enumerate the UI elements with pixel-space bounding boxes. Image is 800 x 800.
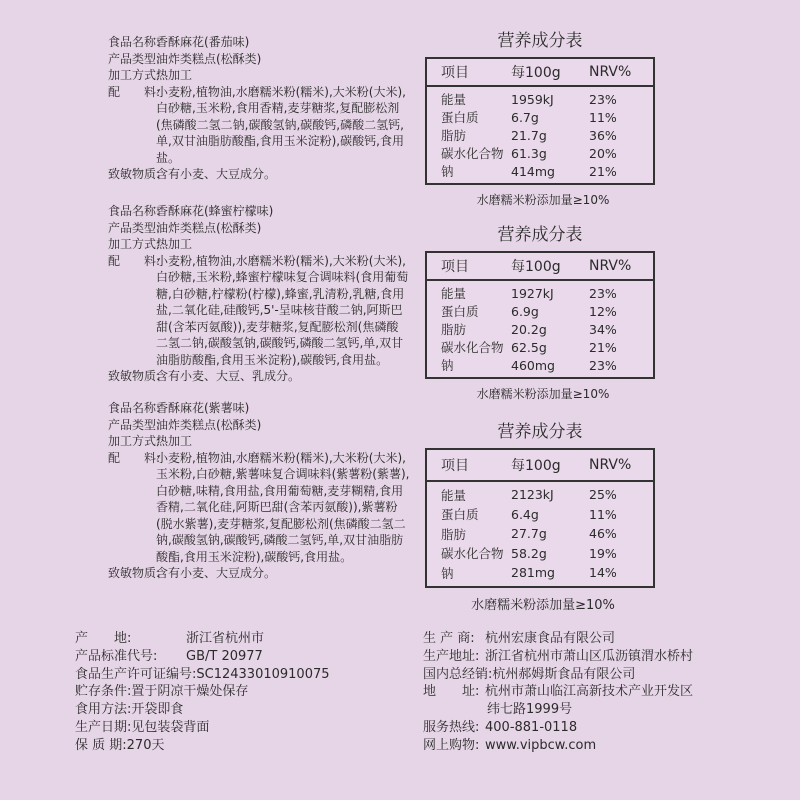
process-label: 加工方式: [108,68,161,82]
standard-row [75,648,330,666]
header-item: 项目 [441,458,469,474]
table-row [427,563,653,583]
nutrient-amount: 460mg [511,357,555,373]
production-date-row [75,719,330,737]
table-row [427,485,653,505]
header-per100g: 每100g [511,259,561,275]
nutrient-amount: 61.3g [511,145,547,161]
nutrient-amount: 6.9g [511,303,539,319]
allergen-row [108,565,410,582]
nutrient-nrv: 11% [589,506,617,522]
product-type-label: 产品类型: [108,51,161,66]
nutrient-amount: 20.2g [511,321,547,337]
ingredients-label: 配 料: [108,253,161,268]
nutrient-amount: 6.7g [511,109,539,125]
product-type: 油炸类糕点(松酥类) [156,417,262,432]
product-name: 香酥麻花(番茄味) [156,35,250,49]
ingredients-row [108,253,410,369]
nutrition-table-3 [425,417,655,613]
nutrition-table-1 [425,26,655,208]
shelf-life-value: 270天 [126,737,165,753]
nutrient-name: 蛋白质 [441,507,479,523]
product-name-row [108,34,410,51]
ingredients-label: 配 料: [108,450,161,465]
product-type-label: 产品类型: [108,220,161,235]
product-name: 香酥麻花(蜂蜜柠檬味) [156,204,274,218]
online-link[interactable]: www.vipbcw.com [485,737,597,753]
nutrition-note: 水磨糯米粉添加量≥10% [471,597,615,613]
nutrition-table-2 [425,220,655,402]
shelf-life-row [75,737,330,755]
nutrition-title: 营养成分表 [497,225,583,245]
product-type-row [108,51,410,68]
product-name-label: 食品名称: [108,401,161,415]
nutrient-amount: 281mg [511,565,555,581]
process-row [108,67,410,84]
distributor-value: 杭州郝姆斯食品有限公司 [492,666,636,682]
dist-address-line1: 杭州市萧山临江高新技术产业开发区 [485,684,694,700]
product-name-label: 食品名称: [108,35,161,49]
product-block-3 [108,400,410,582]
header-nrv: NRV% [589,258,632,274]
header-item: 项目 [441,65,469,81]
dist-address-label: 地 址: [423,684,480,700]
distributor-label: 国内总经销: [423,666,493,682]
table-row [427,338,653,356]
nutrient-name: 蛋白质 [441,110,479,125]
process-row [108,236,410,253]
product-type-row [108,220,410,237]
table-row [427,90,653,108]
nutrition-header [427,253,653,281]
process: 热加工 [156,434,193,448]
nutrient-name: 钠 [441,164,454,179]
product-block-1 [108,34,410,183]
table-row [427,320,653,338]
nutrient-nrv: 12% [589,303,617,319]
nutrient-name: 钠 [441,565,454,581]
hotline-label: 服务热线: [423,719,480,735]
storage-row [75,683,330,701]
origin-row [75,630,330,648]
allergen: 含有小麦、大豆成分。 [156,566,277,580]
product-info-left [75,630,330,755]
table-row [427,544,653,564]
product-name: 香酥麻花(紫薯味) [156,401,250,415]
nutrient-amount: 58.2g [511,545,547,561]
product-block-2 [108,203,410,385]
nutrient-amount: 1927kJ [511,285,554,301]
header-nrv: NRV% [589,457,632,473]
license-row [75,666,330,684]
dist-address-row [423,683,693,701]
hotline-row [423,719,693,737]
nutrient-nrv: 20% [589,145,617,161]
nutrition-header [427,450,653,482]
nutrient-amount: 21.7g [511,127,547,143]
nutrition-note: 水磨糯米粉添加量≥10% [476,387,610,401]
nutrient-amount: 62.5g [511,339,547,355]
dist-address-line2: 纬七路1999号 [487,702,573,718]
manufacturer-info [423,630,693,755]
usage-row [75,701,330,719]
nutrient-name: 碳水化合物 [441,146,504,161]
table-row [427,144,653,162]
nutrient-nrv: 34% [589,321,617,337]
process-label: 加工方式: [108,434,161,448]
nutrient-nrv: 23% [589,285,617,301]
table-row [427,505,653,525]
product-type-label: 产品类型: [108,417,161,432]
ingredients: 小麦粉,植物油,水磨糯米粉(糯米),大米粉(大米),白砂糖,玉米粉,蜂蜜柠檬味复合调味料(食用葡萄糖,白砂糖,柠檬粉(柠檬),蜂蜜,乳清粉,乳糖,食用盐,二氧化硅,硅酸钙,5'-呈味核苷酸二钠,阿斯巴甜(含苯丙氨酸)),麦芽糖浆,复配膨松剂(焦磷酸二氢二钠,碳酸氢钠,碳酸钙,磷酸二氢钙,单,双甘油脂肪酸酯,食用玉米淀粉),碳酸钙,食用盐。 [156,253,409,367]
nutrition-header [427,59,653,87]
nutrient-nrv: 11% [589,109,617,125]
nutrition-box [425,57,655,185]
table-row [427,108,653,126]
nutrition-title: 营养成分表 [497,422,583,442]
header-per100g: 每100g [511,65,561,81]
product-name-row [108,400,410,417]
ingredients-row [108,84,410,167]
allergen-row [108,368,410,385]
nutrient-nrv: 36% [589,127,617,143]
header-nrv: NRV% [589,64,632,80]
online-label: 网上购物: [423,737,480,753]
header-item: 项目 [441,259,469,275]
product-type-row [108,417,410,434]
nutrient-amount: 6.4g [511,506,539,522]
storage-label: 贮存条件: [75,684,132,700]
allergen-row [108,166,410,183]
dist-address-row-2 [423,701,693,719]
allergen: 含有小麦、大豆成分。 [156,167,277,181]
product-name-row [108,203,410,220]
ingredients: 小麦粉,植物油,水磨糯米粉(糯米),大米粉(大米),白砂糖,玉米粉,食用香精,麦芽糖浆,复配膨松剂(焦磷酸二氢二钠,碳酸氢钠,碳酸钙,磷酸二氢钙,单,双甘油脂肪酸酯,食用玉米淀粉),碳酸钙,食用盐。 [156,84,406,165]
usage-label: 食用方法: [75,702,132,718]
distributor-row [423,666,693,684]
allergen: 含有小麦、大豆、乳成分。 [156,369,301,383]
table-row [427,356,653,374]
nutrient-nrv: 21% [589,339,617,355]
online-row [423,737,693,755]
nutrient-name: 碳水化合物 [441,340,504,355]
nutrient-name: 能量 [441,487,467,503]
nutrient-nrv: 23% [589,357,617,373]
production-date-value: 见包装袋背面 [131,719,210,735]
product-type: 油炸类糕点(松酥类) [156,51,262,66]
hotline-value: 400-881-0118 [485,719,578,735]
shelf-life-label: 保 质 期: [75,737,127,753]
allergen-label: 致敏物质: [108,167,161,181]
nutrient-name: 脂肪 [441,322,467,337]
nutrient-name: 能量 [441,286,467,301]
nutrition-box [425,448,655,588]
standard-label: 产品标准代号: [75,648,158,664]
table-row [427,284,653,302]
nutrient-amount: 2123kJ [511,487,554,503]
process: 热加工 [156,68,193,82]
nutrient-name: 蛋白质 [441,304,479,319]
producer-label: 生 产 商: [423,631,475,646]
nutrient-name: 钠 [441,358,454,373]
table-row [427,162,653,180]
nutrient-name: 脂肪 [441,128,467,143]
nutrient-nrv: 14% [589,565,617,581]
table-row [427,524,653,544]
standard-value: GB/T 20977 [186,648,263,664]
allergen-label: 致敏物质: [108,566,161,580]
address-value: 浙江省杭州市萧山区瓜沥镇渭水桥村 [485,648,694,664]
license-value: SC12433010910075 [196,666,330,682]
table-row [427,126,653,144]
table-row [427,302,653,320]
nutrient-nrv: 25% [589,487,617,503]
product-name-label: 食品名称: [108,204,161,218]
nutrient-amount: 414mg [511,163,555,179]
address-row [423,648,693,666]
producer-value: 杭州宏康食品有限公司 [485,631,616,646]
nutrient-nrv: 46% [589,526,617,542]
nutrient-name: 碳水化合物 [441,546,504,562]
process-label: 加工方式: [108,237,161,251]
nutrient-nrv: 23% [589,91,617,107]
origin-value: 浙江省杭州市 [186,631,265,646]
ingredients-label: 配 料: [108,84,161,99]
nutrient-name: 脂肪 [441,526,467,542]
storage-value: 置于阴凉干燥处保存 [131,684,249,700]
address-label: 生产地址: [423,648,480,664]
nutrient-name: 能量 [441,92,467,107]
license-label: 食品生产许可证编号: [75,666,197,682]
nutrition-box [425,251,655,379]
ingredients-row [108,450,410,566]
ingredients: 小麦粉,植物油,水磨糯米粉(糯米),大米粉(大米),玉米粉,白砂糖,紫薯味复合调味料(紫薯粉(紫薯),白砂糖,味精,食用盐,食用葡萄糖,麦芽糊精,食用香精,二氧化硅,阿斯巴甜(含苯丙氨酸)),紫薯粉(脱水紫薯),麦芽糖浆,复配膨松剂(焦磷酸二氢二钠,碳酸氢钠,碳酸钙,磷酸二氢钙,单,双甘油脂肪酸酯,食用玉米淀粉),碳酸钙,食用盐。 [156,450,410,564]
nutrient-amount: 27.7g [511,526,547,542]
nutrition-note: 水磨糯米粉添加量≥10% [476,193,610,207]
nutrient-nrv: 21% [589,163,617,179]
process: 热加工 [156,237,193,251]
origin-label: 产 地: [75,631,132,646]
nutrient-amount: 1959kJ [511,91,554,107]
producer-row [423,630,693,648]
usage-value: 开袋即食 [131,702,184,718]
process-row [108,433,410,450]
nutrition-title: 营养成分表 [497,31,583,51]
nutrient-nrv: 19% [589,545,617,561]
header-per100g: 每100g [511,458,561,474]
product-type: 油炸类糕点(松酥类) [156,220,262,235]
allergen-label: 致敏物质: [108,369,161,383]
production-date-label: 生产日期: [75,719,132,735]
